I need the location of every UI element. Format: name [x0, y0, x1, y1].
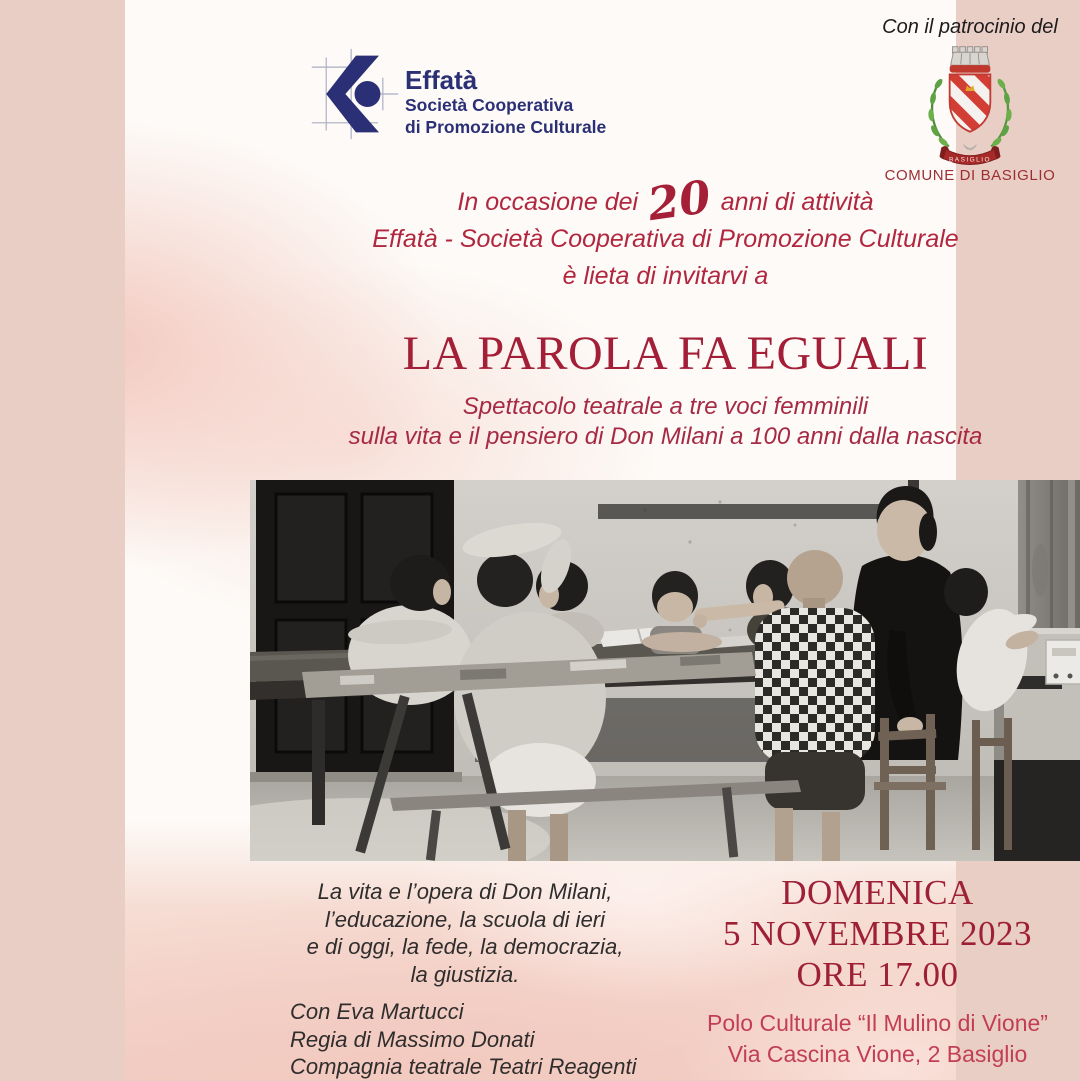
logo-subline: di Promozione Culturale	[405, 117, 607, 137]
intro-line-1-post: anni di attività	[720, 188, 874, 216]
description-line: e di oggi, la fede, la democrazia,	[306, 934, 624, 959]
description-line: la giustizia.	[410, 961, 520, 987]
logo-subline: Società Cooperativa	[405, 95, 574, 115]
municipality-name: COMUNE DI BASIGLIO	[884, 167, 1056, 184]
credits-director: Regia di Massimo Donati	[290, 1026, 535, 1052]
credits-company: Compagnia teatrale Teatri Reagenti	[290, 1054, 637, 1079]
event-date: 5 NOVEMBRE 2023	[723, 914, 1032, 953]
description-line: La vita e l’opera di Don Milani,	[317, 879, 613, 904]
logo-name: Effatà	[405, 65, 478, 95]
venue-address: Via Cascina Vione, 2 Basiglio	[727, 1041, 1028, 1067]
basiglio-crest-icon	[916, 43, 1024, 165]
effata-logo-icon	[307, 46, 403, 142]
event-day: DOMENICA	[781, 873, 974, 912]
subtitle-line-2: sulla vita e il pensiero di Don Milani a 100 anni dalla nascita	[348, 423, 983, 450]
event-time: ORE 17.00	[796, 955, 959, 994]
venue-name: Polo Culturale “Il Mulino di Vione”	[707, 1010, 1048, 1036]
event-subtitle	[250, 392, 1080, 452]
patronage-label: Con il patrocinio del	[882, 16, 1058, 38]
show-description	[265, 878, 665, 988]
crest-bow	[964, 145, 977, 150]
event-datetime	[680, 872, 1075, 995]
event-title: LA PAROLA FA EGUALI	[402, 327, 929, 380]
crest-crown	[950, 47, 991, 73]
crest-ribbon-text: BASIGLIO	[949, 156, 991, 164]
intro-line-1-pre: In occasione dei	[457, 188, 639, 216]
show-credits	[290, 998, 710, 1081]
event-photo	[250, 480, 1080, 861]
poster-card	[125, 0, 1058, 1080]
patronage-block	[835, 16, 1080, 184]
event-venue	[680, 1008, 1075, 1070]
description-line: l’educazione, la scuola di ieri	[324, 906, 606, 932]
effata-logo-text	[405, 66, 606, 138]
intro-line-2: Effatà - Società Cooperativa di Promozione Culturale	[372, 225, 959, 253]
intro-line-3: è lieta di invitarvi a	[562, 262, 769, 290]
subtitle-line-1: Spettacolo teatrale a tre voci femminili	[462, 393, 869, 420]
credits-actor: Con Eva Martucci	[290, 999, 464, 1024]
anniversary-number: 20	[644, 169, 715, 232]
